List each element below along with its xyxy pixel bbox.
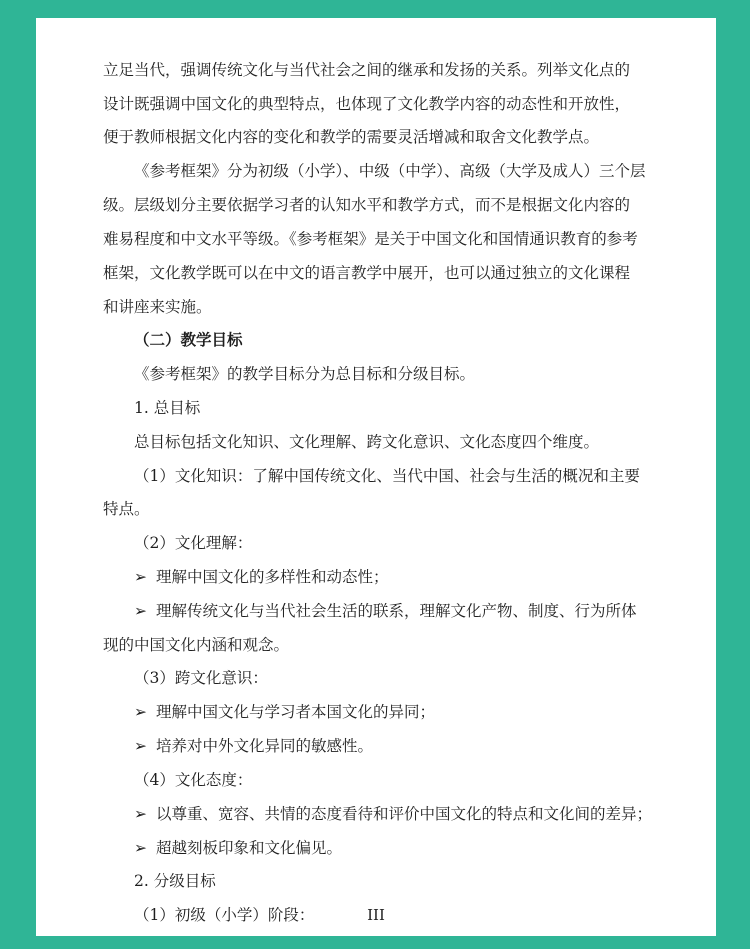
arrow-bullet-icon: ➢ [134,602,147,620]
text-line: （1）初级（小学）阶段： [134,906,315,924]
text-line: （1）文化知识：了解中国传统文化、当代中国、社会与生活的概况和主要 [134,467,640,485]
bullet-item: ➢ 理解中国文化的多样性和动态性； [134,568,389,586]
text-line: 便于教师根据文化内容的变化和教学的需要灵活增减和取舍文化教学点。 [103,128,600,146]
subsection-heading: 1. 总目标 [134,399,201,417]
text-line: 立足当代，强调传统文化与当代社会之间的继承和发扬的关系。列举文化点的 [103,61,631,79]
text-line: 总目标包括文化知识、文化理解、跨文化意识、文化态度四个维度。 [134,433,600,451]
page-number: III [367,906,385,924]
text-line: 《参考框架》分为初级（小学）、中级（中学）、高级（大学及成人）三个层 [134,162,646,180]
arrow-bullet-icon: ➢ [134,839,147,857]
text-line: （2）文化理解： [134,534,253,552]
bullet-item: ➢ 培养对中外文化异同的敏感性。 [134,737,374,755]
text-line: 级。层级划分主要依据学习者的认知水平和教学方式，而不是根据文化内容的 [103,196,631,214]
section-heading: （二）教学目标 [134,331,243,349]
text-line: 和讲座来实施。 [103,298,212,316]
text-line: 现的中国文化内涵和观念。 [103,636,290,654]
document-page [36,18,716,936]
arrow-bullet-icon: ➢ [134,737,147,755]
bullet-item: ➢ 超越刻板印象和文化偏见。 [134,839,343,857]
arrow-bullet-icon: ➢ [134,805,147,823]
text-line: （4）文化态度： [134,771,253,789]
bullet-item: ➢ 理解传统文化与当代社会生活的联系，理解文化产物、制度、行为所体 [134,602,637,620]
bullet-item: ➢ 理解中国文化与学习者本国文化的异同； [134,703,436,721]
text-line: 特点。 [103,500,150,518]
text-line: 框架，文化教学既可以在中文的语言教学中展开，也可以通过独立的文化课程 [103,264,631,282]
text-line: （3）跨文化意识： [134,669,268,687]
text-line: 设计既强调中国文化的典型特点，也体现了文化教学内容的动态性和开放性， [103,95,631,113]
arrow-bullet-icon: ➢ [134,703,147,721]
text-line: 难易程度和中文水平等级。《参考框架》是关于中国文化和国情通识教育的参考 [103,230,638,248]
arrow-bullet-icon: ➢ [134,568,147,586]
subsection-heading: 2. 分级目标 [134,872,216,890]
text-line: 《参考框架》的教学目标分为总目标和分级目标。 [134,365,476,383]
bullet-item: ➢ 以尊重、宽容、共情的态度看待和评价中国文化的特点和文化间的差异； [134,805,653,823]
